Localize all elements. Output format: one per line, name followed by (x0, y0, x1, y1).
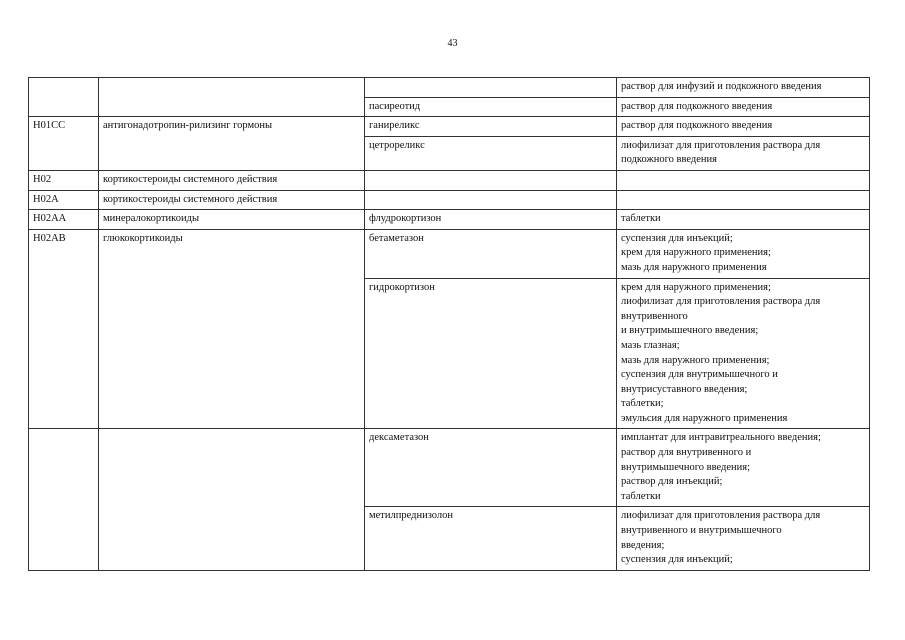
atc-group-cell: кортикостероиды системного действия (99, 190, 365, 210)
atc-group-cell: минералокортикоиды (99, 210, 365, 230)
atc-code-cell: H02AA (29, 210, 99, 230)
drug-name-cell: пасиреотид (365, 97, 617, 117)
drug-list-table (28, 77, 870, 571)
table-row (29, 170, 870, 190)
page-number: 43 (447, 38, 458, 49)
dosage-form-cell: лиофилизат для приготовления раствора для подкожного введения (617, 136, 870, 170)
dosage-form-cell: раствор для подкожного введения (617, 117, 870, 137)
dosage-form-cell: раствор для инфузий и подкожного введения (617, 78, 870, 98)
dosage-form-cell: раствор для подкожного введения (617, 97, 870, 117)
drug-name-cell (365, 170, 617, 190)
drug-name-cell: бетаметазон (365, 229, 617, 278)
drug-name-cell (365, 78, 617, 98)
dosage-form-cell: суспензия для инъекций; крем для наружного применения; мазь для наружного применения (617, 229, 870, 278)
table-row (29, 229, 870, 278)
dosage-form-cell: крем для наружного применения; лиофилизат для приготовления раствора для внутривенного и внутримышечного введения; мазь глазная; мазь для наружного применения; суспензия для внутримышечного и внутрисуставного введения; таблетки; эмульсия для наружного применения (617, 278, 870, 429)
dosage-form-cell: имплантат для интравитреального введения; раствор для внутривенного и внутримышечного введения; раствор для инъекций; таблетки (617, 429, 870, 507)
atc-code-cell (29, 429, 99, 570)
table-row (29, 210, 870, 230)
drug-name-cell (365, 190, 617, 210)
dosage-form-cell (617, 170, 870, 190)
table-row (29, 78, 870, 98)
atc-code-cell: H02A (29, 190, 99, 210)
table-row (29, 117, 870, 137)
atc-code-cell (29, 78, 99, 117)
atc-group-cell (99, 429, 365, 570)
dosage-form-cell (617, 190, 870, 210)
drug-name-cell: метилпреднизолон (365, 507, 617, 570)
drug-name-cell: флудрокортизон (365, 210, 617, 230)
atc-code-cell: H02AB (29, 229, 99, 429)
drug-name-cell: цетрореликс (365, 136, 617, 170)
atc-group-cell: глюкокортикоиды (99, 229, 365, 429)
atc-group-cell: антигонадотропин-рилизинг гормоны (99, 117, 365, 171)
drug-name-cell: гидрокортизон (365, 278, 617, 429)
atc-code-cell: H01CC (29, 117, 99, 171)
drug-name-cell: ганиреликс (365, 117, 617, 137)
table-row (29, 429, 870, 507)
table-row (29, 190, 870, 210)
atc-group-cell (99, 78, 365, 117)
dosage-form-cell: таблетки (617, 210, 870, 230)
atc-code-cell: H02 (29, 170, 99, 190)
table-body (29, 78, 870, 571)
dosage-form-cell: лиофилизат для приготовления раствора для внутривенного и внутримышечного введения; суспензия для инъекций; (617, 507, 870, 570)
atc-group-cell: кортикостероиды системного действия (99, 170, 365, 190)
drug-name-cell: дексаметазон (365, 429, 617, 507)
